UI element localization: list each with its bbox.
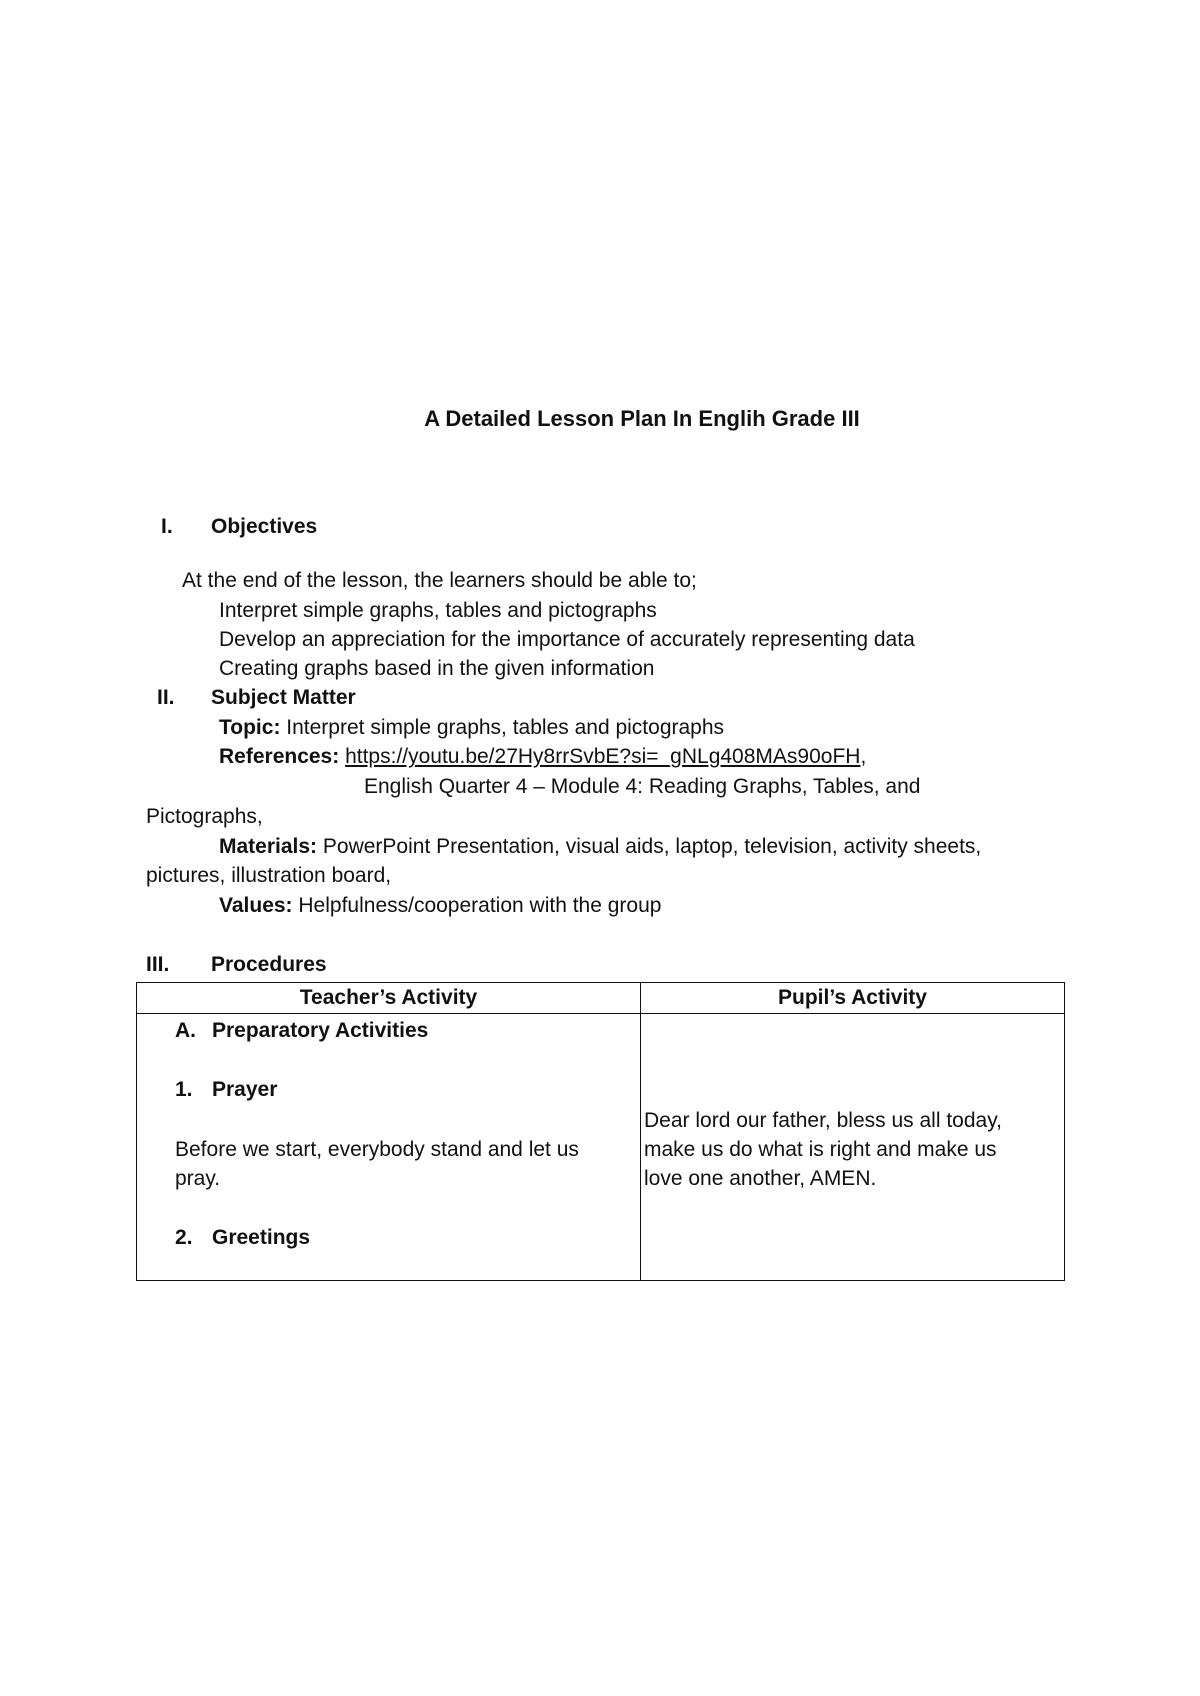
step-title-greetings: Greetings [212,1226,311,1249]
topic-line [219,713,724,742]
procedures-heading: Procedures [211,953,327,976]
section-title: Preparatory Activities [212,1019,429,1042]
pupil-prayer-line-1: Dear lord our father, bless us all today, [644,1109,1002,1132]
procedures-numeral: III. [146,953,170,976]
prayer-instruction-line-1: Before we start, everybody stand and let us [175,1138,579,1161]
references-line-3: Pictographs, [146,805,263,828]
topic-label: Topic: [219,716,281,739]
section-letter: A. [175,1019,196,1042]
step-number: 2. [175,1226,193,1249]
document-title: A Detailed Lesson Plan In Englih Grade III [424,406,860,431]
materials-line-2: pictures, illustration board, [146,864,392,887]
references-line [219,742,866,771]
step-title-prayer: Prayer [212,1078,278,1101]
objective-item: Creating graphs based in the given information [219,657,655,680]
prayer-instruction-line-2: pray. [175,1167,221,1190]
pupil-activity-cell [641,1014,1065,1281]
objective-item: Develop an appreciation for the importance of accurately representing data [219,628,915,651]
step-number: 1. [175,1078,193,1101]
references-link[interactable]: https://youtu.be/27Hy8rrSvbE?si=_gNLg408MAs90oFH [345,745,861,768]
subject-matter-numeral: II. [157,686,175,709]
values-line [219,891,661,920]
table-row [137,1014,1065,1281]
subject-matter-heading: Subject Matter [211,686,356,709]
column-header-teacher: Teacher’s Activity [137,983,641,1014]
materials-line [219,832,981,861]
references-line-2: English Quarter 4 – Module 4: Reading Graphs, Tables, and [364,775,921,798]
values-label: Values: [219,894,293,917]
pupil-prayer-line-3: love one another, AMEN. [644,1167,877,1190]
pupil-prayer-line-2: make us do what is right and make us [644,1138,997,1161]
materials-value: PowerPoint Presentation, visual aids, laptop, television, activity sheets, [322,835,982,858]
values-value: Helpfulness/cooperation with the group [298,894,662,917]
references-comma: , [860,745,867,768]
objectives-numeral: I. [161,515,173,538]
objectives-heading: Objectives [211,515,318,538]
objectives-intro: At the end of the lesson, the learners should be able to; [182,569,697,592]
objective-item: Interpret simple graphs, tables and pictographs [219,599,657,622]
table-header-row [137,983,1065,1014]
references-label: References: [219,745,340,768]
topic-value: Interpret simple graphs, tables and pictographs [286,716,725,739]
procedures-table [136,982,1065,1281]
teacher-activity-cell [137,1014,641,1281]
materials-label: Materials: [219,835,318,858]
column-header-pupil: Pupil’s Activity [641,983,1065,1014]
